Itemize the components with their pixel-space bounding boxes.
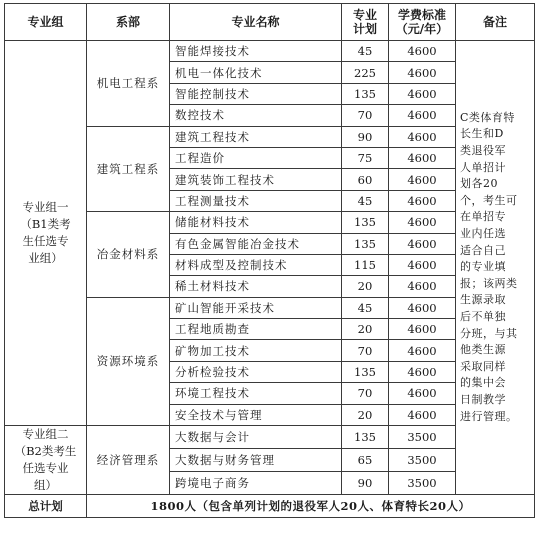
fee-cell: 4600 [389,276,456,297]
major-cell: 稀土材料技术 [170,276,342,297]
enrollment-plan-table-wrapper [4,3,535,518]
major-cell: 大数据与财务管理 [170,449,342,472]
plan-cell: 65 [342,449,389,472]
major-cell: 有色金属智能冶金技术 [170,233,342,254]
major-cell: 智能控制技术 [170,83,342,104]
major-cell: 数控技术 [170,105,342,126]
fee-cell: 4600 [389,83,456,104]
dept-cell: 建筑工程系 [87,126,170,212]
plan-cell: 135 [342,83,389,104]
major-cell: 工程测量技术 [170,190,342,211]
fee-cell: 4600 [389,105,456,126]
major-cell: 工程地质勘查 [170,319,342,340]
major-cell: 环境工程技术 [170,383,342,404]
major-cell: 材料成型及控制技术 [170,254,342,275]
major-cell: 矿物加工技术 [170,340,342,361]
fee-cell: 4600 [389,169,456,190]
plan-cell: 45 [342,297,389,318]
plan-cell: 45 [342,190,389,211]
header-row [5,4,535,41]
fee-cell: 4600 [389,254,456,275]
major-cell: 机电一体化技术 [170,62,342,83]
fee-cell: 4600 [389,41,456,62]
fee-cell: 4600 [389,340,456,361]
fee-cell: 3500 [389,449,456,472]
fee-cell: 3500 [389,426,456,449]
group-cell: 专业组二 （B2类考生 任选专业 组） [5,426,87,495]
plan-cell: 70 [342,105,389,126]
fee-cell: 4600 [389,62,456,83]
fee-cell: 4600 [389,212,456,233]
total-row [5,495,535,518]
major-cell: 建筑装饰工程技术 [170,169,342,190]
total-value: 1800人（包含单列计划的退役军人20人、体育特长20人） [87,495,535,518]
major-cell: 跨境电子商务 [170,472,342,495]
plan-cell: 75 [342,147,389,168]
header-fee: 学费标准 （元/年） [389,4,456,41]
fee-cell: 4600 [389,361,456,382]
fee-cell: 4600 [389,319,456,340]
major-cell: 安全技术与管理 [170,404,342,425]
plan-cell: 135 [342,361,389,382]
major-cell: 建筑工程技术 [170,126,342,147]
dept-cell: 冶金材料系 [87,212,170,298]
fee-cell: 4600 [389,126,456,147]
fee-cell: 4600 [389,383,456,404]
header-plan: 专业 计划 [342,4,389,41]
major-cell: 工程造价 [170,147,342,168]
enrollment-plan-table [4,3,535,518]
major-cell: 大数据与会计 [170,426,342,449]
header-note: 备注 [456,4,535,41]
plan-cell: 225 [342,62,389,83]
note-cell: C类体育特 长生和D 类退役军 人单招计 划各20 个，考生可 在单招专 业内任选 适合自己 的专业填 报；该两类 生源录取 后不单独 分班，与其 他类生源 采取同样 的集中会 日制教学 进行管理。 [456,41,535,495]
plan-cell: 70 [342,383,389,404]
total-label: 总计划 [5,495,87,518]
major-cell: 分析检验技术 [170,361,342,382]
header-group: 专业组 [5,4,87,41]
fee-cell: 4600 [389,404,456,425]
table-row [5,426,535,449]
dept-cell: 经济管理系 [87,426,170,495]
plan-cell: 45 [342,41,389,62]
plan-cell: 20 [342,276,389,297]
plan-cell: 20 [342,319,389,340]
plan-cell: 135 [342,426,389,449]
fee-cell: 4600 [389,297,456,318]
fee-cell: 4600 [389,147,456,168]
plan-cell: 135 [342,212,389,233]
major-cell: 智能焊接技术 [170,41,342,62]
dept-cell: 机电工程系 [87,41,170,127]
table-row [5,41,535,62]
group-cell: 专业组一 （B1类考 生任选专 业组） [5,41,87,426]
fee-cell: 3500 [389,472,456,495]
fee-cell: 4600 [389,190,456,211]
dept-cell: 资源环境系 [87,297,170,425]
plan-cell: 20 [342,404,389,425]
plan-cell: 90 [342,126,389,147]
header-dept: 系部 [87,4,170,41]
major-cell: 矿山智能开采技术 [170,297,342,318]
plan-cell: 115 [342,254,389,275]
plan-cell: 90 [342,472,389,495]
major-cell: 储能材料技术 [170,212,342,233]
fee-cell: 4600 [389,233,456,254]
plan-cell: 70 [342,340,389,361]
plan-cell: 135 [342,233,389,254]
plan-cell: 60 [342,169,389,190]
table-body [5,41,535,518]
header-major: 专业名称 [170,4,342,41]
